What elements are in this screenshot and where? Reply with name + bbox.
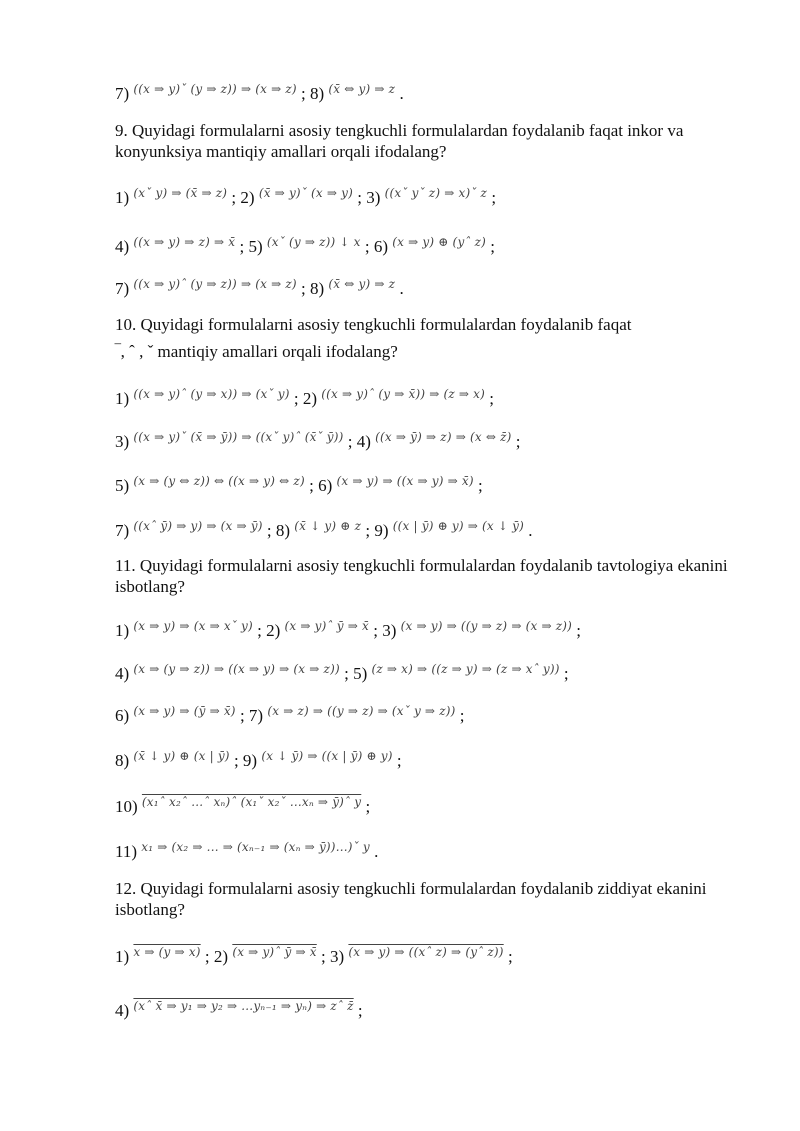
formula: x₁ ⇒ (x₂ ⇒ ... ⇒ (xₙ₋₁ ⇒ (xₙ ⇒ ȳ))...)ˇ y [141,840,370,854]
item-number: 7) [115,279,130,298]
terminator: ; [507,947,513,966]
formula: (x̄ ⇔ y) ⇒ z [328,82,396,96]
item-number: 10) [115,797,138,816]
terminator: ; [563,664,569,683]
negated-formula: (x₁ˆ x₂ˆ ...ˆ xₙ)ˆ (x₁ˇ x₂ˇ ...xₙ ⇒ ȳ)ˆ y [141,795,362,809]
exercise-line [115,842,378,863]
separator: ; 8) [266,521,291,540]
formula: (x̄ ↓ y) ⊕ (x | ȳ) [133,749,230,763]
terminator: ; [489,389,495,408]
separator: ; 2) [293,389,317,408]
item-number: 1) [115,621,130,640]
terminator: ; [478,476,483,495]
item-number: 4) [115,1001,130,1020]
exercise-line [115,432,521,453]
exercise-line [115,279,404,300]
terminator: ; [515,432,521,451]
terminator: ; [357,1001,363,1020]
formula: (x ⇒ y) ⇒ (ȳ ⇒ x̄) [133,704,236,718]
formula: ((x ⇒ y) ⇒ z) ⇒ x̄ [133,235,236,249]
formula: ((xˇ yˇ z) ⇒ x)ˇ z [384,186,488,200]
terminator: ; [396,751,402,770]
separator: ; 4) [347,432,371,451]
separator: ; 3) [373,621,397,640]
question-12-heading: 12. Quyidagi formulalarni asosiy tengkuchli formulalardan foydalanib ziddiyat ekanini isbotlang? [115,879,707,919]
terminator: . [399,84,404,103]
separator: ; 6) [309,476,333,495]
formula: ((x ⇒ ȳ) ⇒ z) ⇒ (x ⇔ z̄) [375,430,512,444]
formula: (x ⇒ y)ˆ ȳ ⇒ x̄ [284,619,369,633]
item-number: 1) [115,947,130,966]
separator: ; 7) [239,706,264,725]
formula: (x ⇒ y) ⇒ (x ⇒ xˇ y) [133,619,253,633]
separator: ; 9) [365,521,389,540]
formula: (x ⇒ z) ⇒ ((y ⇒ z) ⇒ (xˇ y ⇒ z)) [267,704,456,718]
formula: (x ⇒ y) ⇒ ((y ⇒ z) ⇒ (x ⇒ z)) [400,619,573,633]
terminator: . [528,521,533,540]
question-9-heading: 9. Quyidagi formulalarni asosiy tengkuchli formulalardan foydalanib faqat inkor va konyunksiya mantiqiy amallari orqali ifodalang? [115,121,684,161]
separator: ; 3) [321,947,345,966]
formula: (x ⇒ y) ⇒ ((x ⇒ y) ⇒ x̄) [336,474,474,488]
formula: ((xˆ ȳ) ⇒ y) ⇒ (x ⇒ ȳ) [133,519,263,533]
negated-formula: (x ⇒ y)ˆ ȳ ⇒ x̄ [232,945,317,959]
exercise-line [115,706,464,727]
separator: ; 5) [239,237,263,256]
item-number: 3) [115,432,130,451]
item-number: 6) [115,706,130,725]
exercise-line [115,947,513,968]
separator: ; 8) [301,279,325,298]
exercise-line [115,797,370,818]
question-11-heading: 11. Quyidagi formulalarni asosiy tengkuchli formulalardan foydalanib tavtologiya ekanini isbotlang? [115,556,728,596]
terminator: ; [459,706,465,725]
item-number: 5) [115,476,130,495]
exercise-line [115,521,533,542]
exercise-line [115,621,581,642]
exercise-line [115,476,483,497]
negated-formula: x ⇒ (y ⇒ x) [133,945,201,959]
formula: ((x ⇒ y)ˇ (x̄ ⇒ ȳ)) ⇒ ((xˇ y)ˆ (x̄ˇ ȳ)) [133,430,344,444]
terminator: . [399,279,404,298]
negated-formula: (x ⇒ y) ⇒ ((xˆ z) ⇒ (yˆ z)) [348,945,504,959]
formula: (x̄ ⇔ y) ⇒ z [328,277,396,291]
negated-formula: (xˆ x̄ ⇒ y₁ ⇒ y₂ ⇒ ...yₙ₋₁ ⇒ yₙ) ⇒ zˆ z̄ [133,999,354,1013]
exercise-line [115,237,495,258]
formula: (x̄ ⇒ y)ˇ (x ⇒ y) [258,186,354,200]
formula: ((x ⇒ y)ˆ (y ⇒ x)) ⇒ (xˇ y) [133,387,290,401]
question-10-heading-operators: ‾, ˆ , ˇ mantiqiy amallari orqali ifodalang? [115,342,398,361]
separator: ; 8) [301,84,325,103]
formula: (xˇ y) ⇒ (x̄ ⇒ z) [133,186,228,200]
item-number: 1) [115,188,130,207]
terminator: ; [491,188,497,207]
separator: ; 2) [231,188,255,207]
formula: ((x ⇒ y)ˇ (y ⇒ z)) ⇒ (x ⇒ z) [133,82,297,96]
exercise-line-8-tail [115,84,404,105]
exercise-line [115,664,569,685]
formula: ((x | ȳ) ⊕ y) ⇒ (x ↓ ȳ) [392,519,525,533]
item-number: 11) [115,842,138,861]
separator: ; 9) [233,751,258,770]
item-number: 4) [115,664,130,683]
separator: ; 2) [204,947,229,966]
formula: ((x ⇒ y)ˆ (y ⇒ z)) ⇒ (x ⇒ z) [133,277,297,291]
separator: ; 3) [357,188,381,207]
formula: (x ↓ ȳ) ⇒ ((x | ȳ) ⊕ y) [261,749,393,763]
formula: (x ⇒ (y ⇔ z)) ⇔ ((x ⇒ y) ⇔ z) [133,474,305,488]
item-number: 7) [115,84,130,103]
formula: (z ⇒ x) ⇒ ((z ⇒ y) ⇒ (z ⇒ xˆ y)) [371,662,560,676]
item-number: 1) [115,389,130,408]
terminator: . [374,842,379,861]
question-10-heading: 10. Quyidagi formulalarni asosiy tengkuchli formulalardan foydalanib faqat [115,315,632,334]
formula: (x ⇒ (y ⇒ z)) ⇒ ((x ⇒ y) ⇒ (x ⇒ z)) [133,662,340,676]
separator: ; 6) [364,237,389,256]
item-number: 8) [115,751,130,770]
exercise-line [115,188,496,209]
item-number: 7) [115,521,130,540]
exercise-line [115,389,494,410]
formula: (x̄ ↓ y) ⊕ z [294,519,362,533]
item-number: 4) [115,237,130,256]
separator: ; 2) [257,621,281,640]
exercise-line [115,751,402,772]
terminator: ; [365,797,371,816]
exercise-line [115,1001,363,1022]
formula: (x ⇒ y) ⊕ (yˆ z) [392,235,487,249]
formula: ((x ⇒ y)ˆ (y ⇒ x̄)) ⇒ (z ⇒ x) [321,387,486,401]
separator: ; 5) [344,664,368,683]
formula: (xˇ (y ⇒ z)) ↓ x [266,235,361,249]
terminator: ; [490,237,496,256]
terminator: ; [576,621,582,640]
